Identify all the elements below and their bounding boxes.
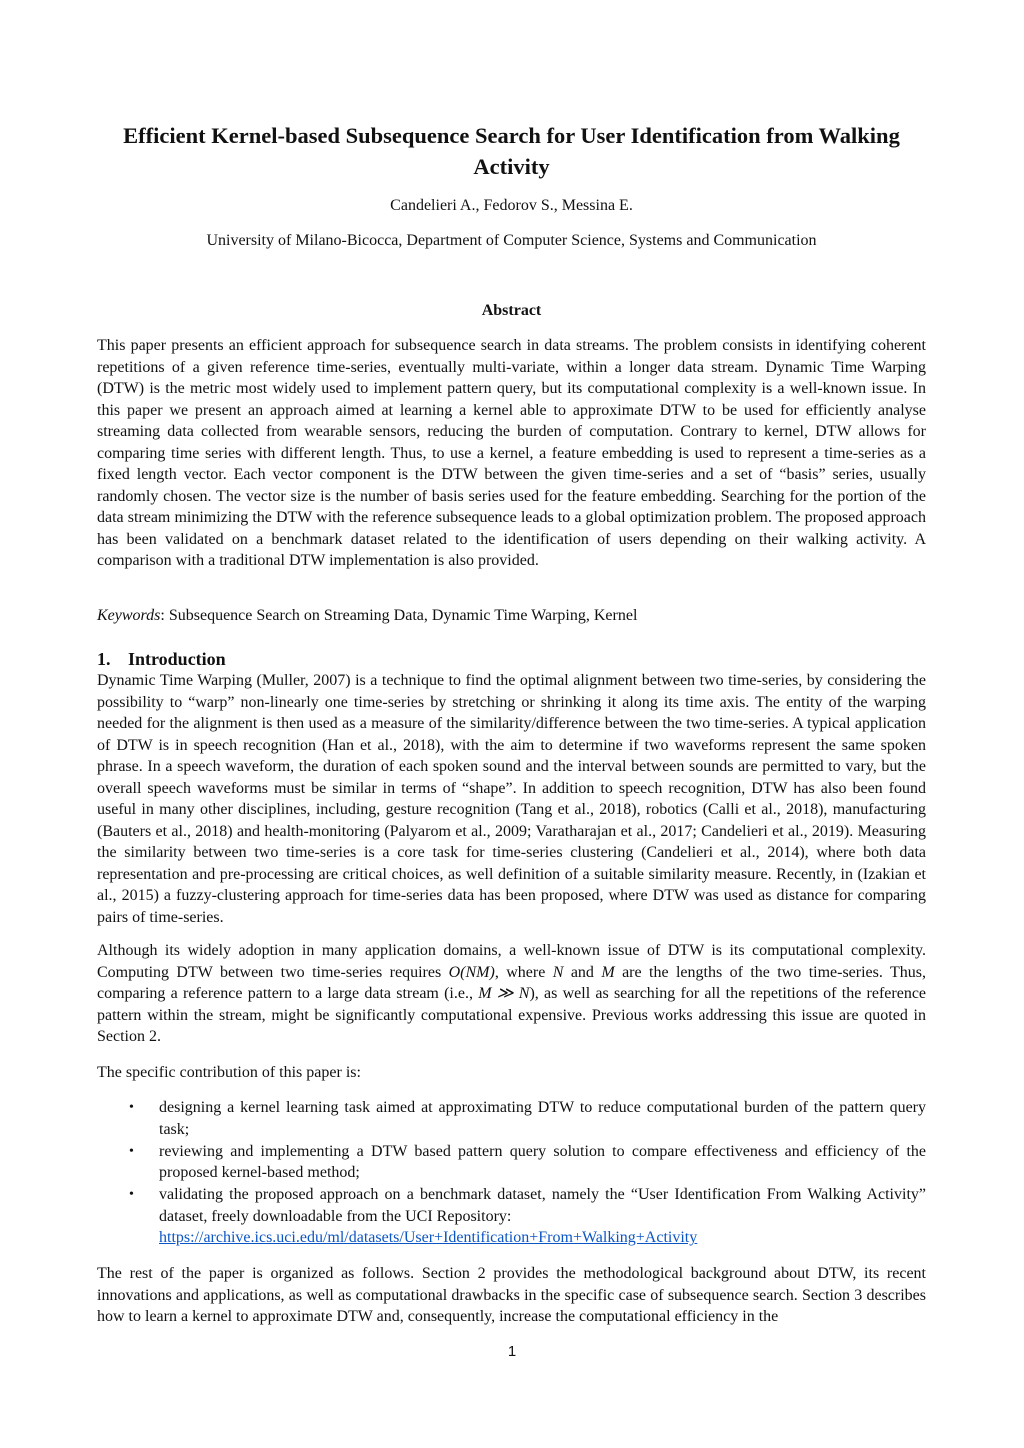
list-item-text: reviewing and implementing a DTW based pattern query solution to compare effectiveness and efficiency of the proposed kernel-based method; [159, 1142, 926, 1181]
section-heading-introduction [97, 648, 926, 670]
page-number: 1 [507, 1343, 517, 1360]
bullet-icon: • [129, 1187, 134, 1202]
section-number: 1. [97, 649, 111, 669]
keywords-label: Keywords [97, 607, 161, 624]
math-m-gg-n: M ≫ N [478, 985, 530, 1002]
list-item-text: validating the proposed approach on a benchmark dataset, namely the “User Identification From Walking Activity” dataset, freely downloadable from the UCI Repository: [159, 1186, 926, 1225]
list-item-text: designing a kernel learning task aimed at approximating DTW to reduce computational burden of the pattern query task; [159, 1099, 926, 1138]
abstract-text: This paper presents an efficient approach for subsequence search in data streams. The problem consists in identifying coherent repetitions of a given reference time-series, eventually multi-variate, within a longer data stream. Dynamic Time Warping (DTW) is the metric most widely used to implement pattern query, but its computational complexity is a well-known issue. In this paper we present an approach aimed at learning a kernel able to approximate DTW to be used for efficiently analyse streaming data collected from wearable sensors, reducing the burden of computation. Contrary to kernel, DTW allows for comparing time series with different length. Thus, to use a kernel, a feature embedding is used to represent a time-series as a fixed length vector. Each vector component is the DTW between the given time-series and a set of “basis” series, usually randomly chosen. The vector size is the number of basis series used for the feature embedding. Searching for the portion of the data stream minimizing the DTW with the reference subsequence leads to a global optimization problem. The proposed approach has been validated on a benchmark dataset related to the identification of users depending on their walking activity. A comparison with a traditional DTW implementation is also provided. [97, 337, 926, 569]
paper-title: Efficient Kernel-based Subsequence Search for User Identification from Walking Activity [123, 123, 900, 179]
math-m: M [601, 963, 615, 981]
contribution-list [97, 1097, 926, 1249]
list-item [97, 1141, 926, 1184]
keywords-text: : Subsequence Search on Streaming Data, Dynamic Time Warping, Kernel [160, 607, 638, 624]
section-title: Introduction [128, 649, 226, 669]
dataset-link[interactable]: https://archive.ics.uci.edu/ml/datasets/User+Identification+From+Walking+Activity [159, 1229, 698, 1246]
affiliation: University of Milano-Bicocca, Department of Computer Science, Systems and Communication [206, 232, 817, 249]
para2-text-e: ), as well as searching for all the repetitions of the reference pattern within the stream, might be significantly computational expensive. Previous works addressing this issue are quoted in Section 2. [97, 985, 927, 1045]
author-list: Candelieri A., Fedorov S., Messina E. [390, 197, 633, 214]
intro-paragraph-3: The specific contribution of this paper is: [97, 1064, 361, 1081]
list-item [97, 1097, 926, 1140]
para2-text-b: , where [494, 963, 553, 981]
list-item [97, 1184, 926, 1249]
keywords-line [97, 605, 926, 627]
intro-paragraph-4: The rest of the paper is organized as follows. Section 2 provides the methodological background about DTW, its recent innovations and applications, as well as computational drawbacks in the specific case of subsequence search. Section 3 describes how to learn a kernel to approximate DTW and, consequently, increase the computational efficiency in the [97, 1265, 926, 1325]
bullet-icon: • [129, 1100, 134, 1115]
para2-text-d: are the lengths of the two time-series. Thus, comparing a reference pattern to a large data stream (i.e., [97, 963, 926, 1002]
para2-text-a: Although its widely adoption in many application domains, a well-known issue of DTW is its computational complexity. Computing DTW between two time-series requires [97, 942, 926, 981]
bullet-icon: • [129, 1143, 134, 1159]
intro-paragraph-1: Dynamic Time Warping (Muller, 2007) is a technique to find the optimal alignment between two time-series, by considering the possibility to “warp” non-linearly one time-series by stretching or shrinking it along its time axis. The entity of the warping needed for the alignment is then used as a measure of the similarity/difference between the two time-series. A typical application of DTW is in speech recognition (Han et al., 2018), with the aim to determine if two waveforms represent the same spoken phrase. In a speech waveform, the duration of each spoken sound and the interval between sounds are permitted to vary, but the overall speech waveforms must be similar in terms of “shape”. In addition to speech recognition, DTW has also been found useful in many other disciplines, including, gesture recognition (Tang et al., 2018), robotics (Calli et al., 2018), manufacturing (Bauters et al., 2018) and health-monitoring (Palyarom et al., 2009; Varatharajan et al., 2017; Candelieri et al., 2019). Measuring the similarity between two time-series is a core task for time-series clustering (Candelieri et al., 2014), where both data representation and pre-processing are critical choices, as well definition of a suitable similarity measure. Recently, in (Izakian et al., 2015) a fuzzy-clustering approach for time-series data has been proposed, where DTW was used as distance for comparing pairs of time-series. [97, 672, 926, 926]
intro-paragraph-2 [97, 940, 926, 1048]
math-complexity: O(NM) [448, 963, 495, 981]
abstract-heading: Abstract [481, 302, 542, 319]
para2-text-c: and [563, 963, 602, 981]
math-n: N [552, 963, 564, 981]
